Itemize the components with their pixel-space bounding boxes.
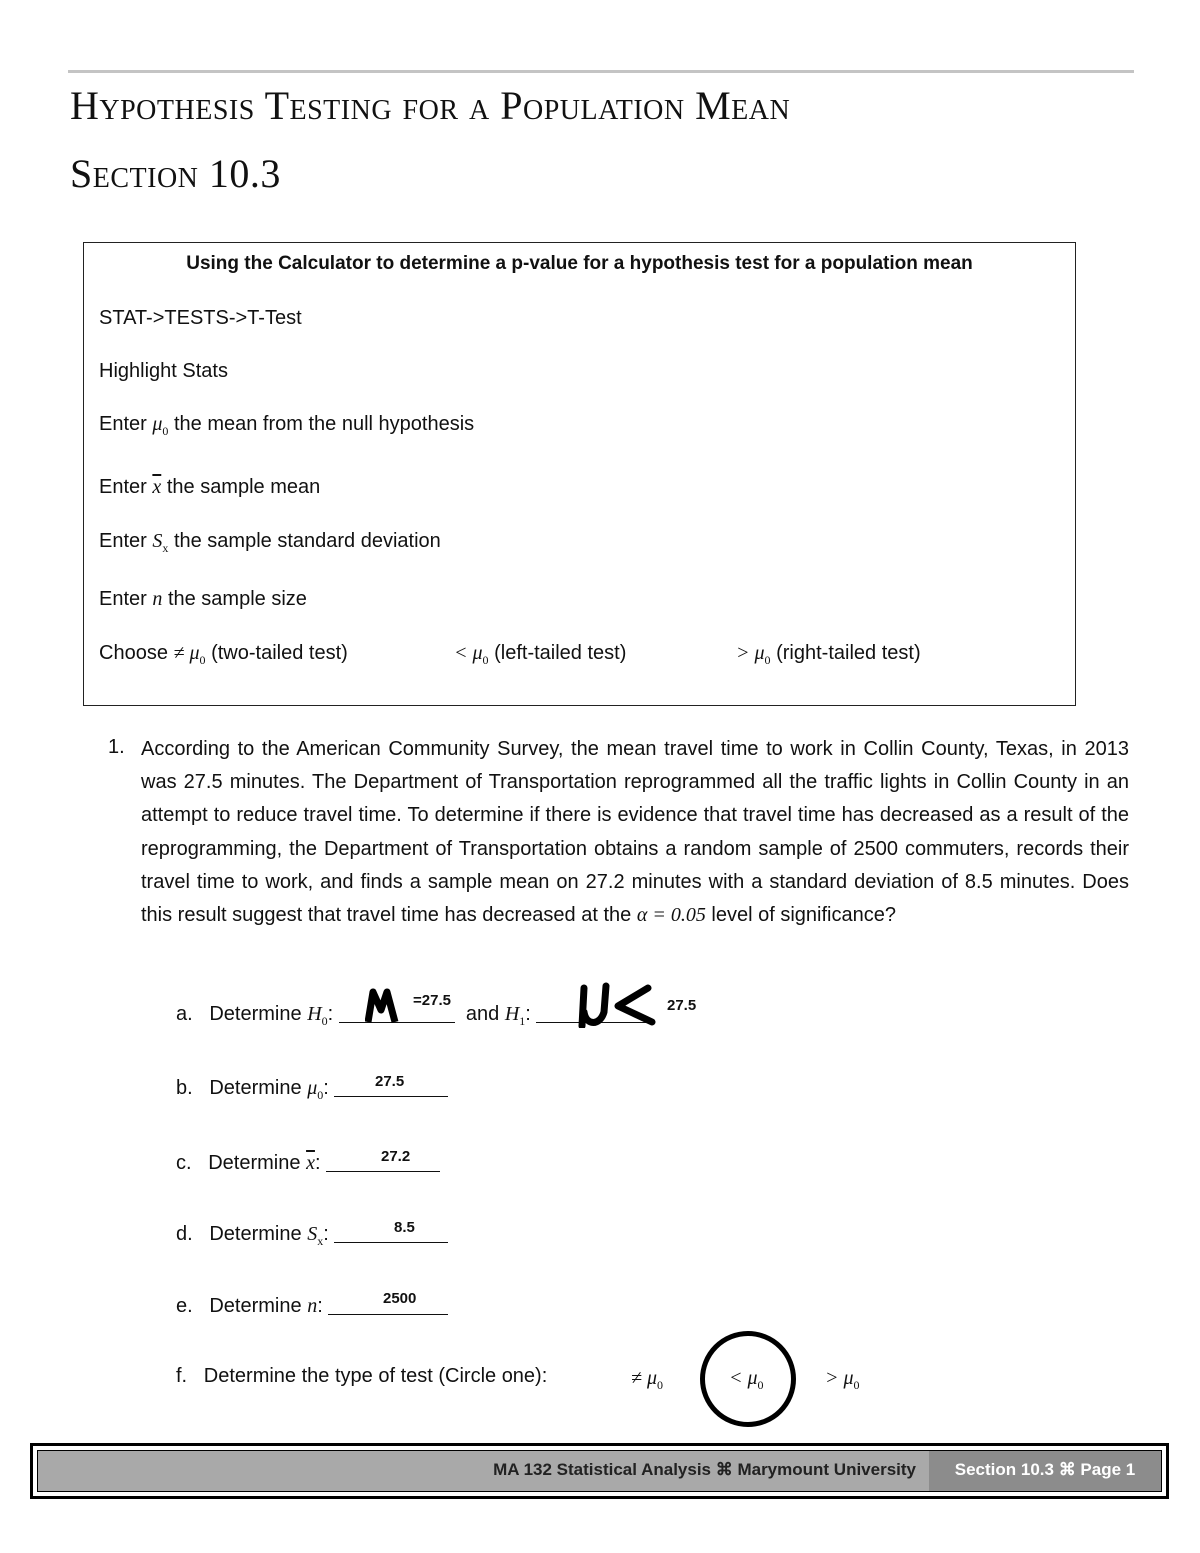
- part-c: c. Determine $\overline{x}$:: [176, 1151, 440, 1175]
- n-description: the sample size: [167, 588, 307, 610]
- xbar-description: the sample mean: [166, 476, 321, 498]
- alpha-value: α = 0.05: [636, 904, 706, 927]
- n-symbol: n: [307, 1295, 318, 1317]
- top-rule: [68, 70, 1134, 73]
- h0-answer: =27.5: [413, 992, 451, 1009]
- mu0-symbol: $\mu_0$: [307, 1077, 324, 1102]
- xbar-symbol: $\overline{x}$: [152, 476, 162, 498]
- choice-left-tailed: [454, 642, 626, 665]
- step-menu: STAT->TESTS->T-Test: [99, 307, 302, 329]
- choice-right-tailed: [736, 642, 921, 665]
- part-e: e. Determine n:: [176, 1294, 448, 1318]
- mu0-answer: 27.5: [375, 1073, 405, 1090]
- enter-label: Enter: [99, 530, 147, 552]
- enter-label: Enter: [99, 413, 147, 435]
- xbar-symbol: $\overline{x}$: [306, 1152, 315, 1174]
- handwritten-mu-h0: [365, 988, 401, 1024]
- part-b: b. Determine $\mu_0$:: [176, 1076, 448, 1100]
- document-title: Hypothesis Testing for a Population Mean: [70, 83, 791, 128]
- h0-symbol: $H_0$: [307, 1003, 328, 1028]
- footer: [30, 1443, 1169, 1499]
- sx-answer: 8.5: [394, 1219, 415, 1236]
- neq-mu0: ≠ $\mu_0$: [173, 642, 206, 667]
- handwritten-mu-less-than-h1: [578, 982, 656, 1028]
- footer-page: Section 10.3 ⌘ Page 1: [929, 1451, 1161, 1491]
- question-text: According to the American Community Survey, the mean travel time to work in Collin County, Texas, in 2013 was 27.5 minutes. The Department of Transportation reprogrammed all the traffic lights in Collin County in an attempt to reduce travel time. To determine if there is evidence that travel time has decreased as a result of the reprogramming, the Department of Transportation obtains a random sample of 2500 commuters, records their travel time to work, and finds a sample mean on 27.2 minutes with a standard deviation of 8.5 minutes. Does this result suggest that travel time has decreased at the α = 0.05 level of significance?: [141, 738, 1129, 927]
- mu-symbol: $\mu_0$: [152, 413, 169, 438]
- sx-symbol: $S_x$: [307, 1223, 324, 1248]
- part-f: f. Determine the type of test (Circle one):: [176, 1365, 548, 1387]
- section-title: Section 10.3: [70, 151, 281, 196]
- option-right-tailed[interactable]: > $\mu_0$: [825, 1367, 860, 1392]
- footer-course: MA 132 Statistical Analysis ⌘ Marymount University: [493, 1460, 916, 1479]
- sx-description: the sample standard deviation: [173, 530, 441, 552]
- enter-label: Enter: [99, 476, 147, 498]
- h1-answer: 27.5: [667, 997, 697, 1014]
- option-two-tailed[interactable]: ≠ $\mu_0$: [631, 1367, 664, 1392]
- part-a: a. Determine $H_0$: and $H_1$:: [176, 1002, 652, 1026]
- n-symbol: n: [152, 588, 163, 610]
- box-heading: Using the Calculator to determine a p-value for a hypothesis test for a population mean: [186, 253, 973, 274]
- sx-answer-blank[interactable]: [334, 1222, 448, 1243]
- step-highlight: Highlight Stats: [99, 360, 228, 382]
- n-answer: 2500: [383, 1290, 417, 1307]
- sx-symbol: $S_x$: [152, 530, 169, 555]
- enter-label: Enter: [99, 588, 147, 610]
- footer-bar: [37, 1450, 1162, 1492]
- left-tailed-label: (left-tailed test): [494, 642, 627, 664]
- step-choose: [99, 642, 348, 665]
- xbar-answer: 27.2: [381, 1148, 411, 1165]
- step-enter-xbar: [99, 476, 320, 499]
- gt-mu0: > $\mu_0$: [736, 642, 771, 667]
- question-number: 1.: [108, 736, 125, 758]
- h1-symbol: $H_1$: [504, 1003, 526, 1028]
- two-tailed-label: (two-tailed test): [211, 642, 348, 664]
- step-enter-sx: [99, 530, 441, 553]
- option-left-tailed[interactable]: < $\mu_0$: [729, 1367, 764, 1392]
- mu0-description: the mean from the null hypothesis: [173, 413, 475, 435]
- step-enter-n: [99, 588, 307, 611]
- part-d: d. Determine $S_x$:: [176, 1222, 448, 1246]
- lt-mu0: < $\mu_0$: [454, 642, 489, 667]
- choose-label: Choose: [99, 642, 168, 664]
- handwritten-circle: [700, 1331, 796, 1427]
- calculator-instructions-box: [83, 242, 1076, 706]
- step-enter-mu0: [99, 413, 474, 436]
- right-tailed-label: (right-tailed test): [776, 642, 921, 664]
